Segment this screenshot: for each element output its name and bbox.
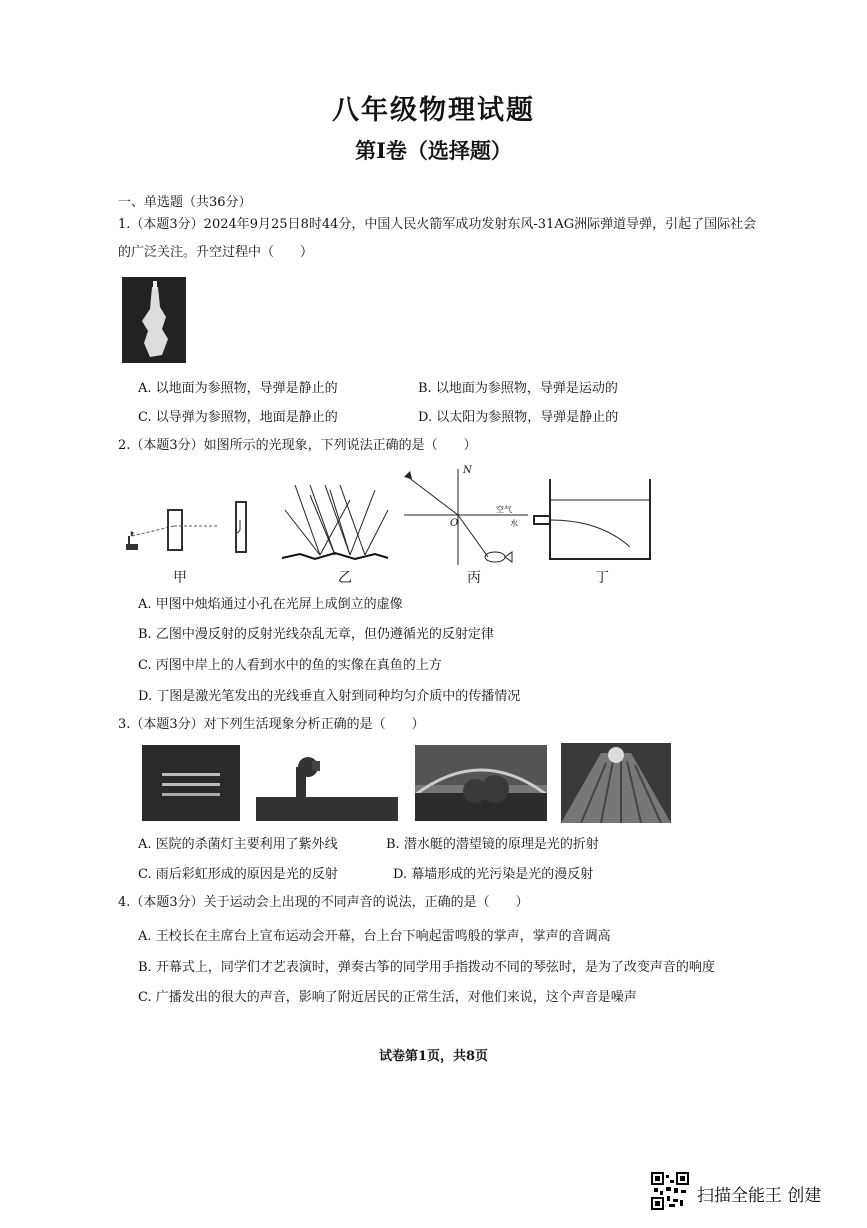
q2-option-a[interactable]: A. 甲图中烛焰通过小孔在光屏上成倒立的虚像 (138, 597, 403, 612)
origin-label: O (450, 518, 459, 529)
page-footer: 试卷第1页，共8页 (378, 1049, 489, 1064)
section-heading: 一、单选题（共36分） (118, 195, 252, 210)
q3-option-d[interactable]: D. 幕墙形成的光污染是光的漫反射 (393, 867, 594, 882)
q1-option-d[interactable]: D. 以太阳为参照物，导弹是静止的 (418, 410, 619, 425)
scanner-watermark: 扫描全能王 创建 (697, 1186, 822, 1206)
label-ding: 丁 (595, 570, 609, 586)
q4-stem: 4.（本题3分）关于运动会上出现的不同声音的说法，正确的是（ ） (118, 895, 529, 910)
q1-option-b[interactable]: B. 以地面为参照物，导弹是运动的 (418, 381, 618, 396)
q2-stem: 2.（本题3分）如图所示的光现象，下列说法正确的是（ ） (118, 438, 477, 453)
q3-option-c[interactable]: C. 雨后彩虹形成的原因是光的反射 (138, 867, 338, 882)
q4-option-b[interactable]: B. 开幕式上，同学们才艺表演时，弹奏古筝的同学用手指拨动不同的琴弦时，是为了改变声音的响度 (138, 960, 715, 975)
exam-title: 八年级物理试题 (332, 95, 535, 126)
missile-launch-photo (122, 277, 186, 363)
water-label: 水 (510, 519, 518, 528)
rainbow-photo (415, 745, 547, 821)
q4-option-a[interactable]: A. 王校长在主席台上宣布运动会开幕，台上台下响起雷鸣般的掌声，掌声的音调高 (138, 929, 611, 944)
glass-curtain-wall-photo (561, 743, 671, 823)
periscope-photo (256, 745, 398, 821)
label-yi: 乙 (338, 570, 352, 586)
label-jia: 甲 (173, 570, 187, 586)
q1-option-c[interactable]: C. 以导弹为参照物，地面是静止的 (138, 410, 338, 425)
q3-option-b[interactable]: B. 潜水艇的潜望镜的原理是光的折射 (386, 837, 599, 852)
normal-label: N (463, 465, 472, 476)
figure-jia-pinhole (118, 490, 268, 560)
figure-ding-laser-tank (530, 475, 655, 565)
q2-option-b[interactable]: B. 乙图中漫反射的反射光线杂乱无章，但仍遵循光的反射定律 (138, 627, 494, 642)
air-label: 空气 (496, 505, 512, 514)
uv-lamp-photo (142, 745, 240, 821)
q2-option-c[interactable]: C. 丙图中岸上的人看到水中的鱼的实像在真鱼的上方 (138, 658, 442, 673)
exam-subtitle: 第Ⅰ卷（选择题） (355, 138, 512, 163)
qr-code-icon (651, 1172, 689, 1210)
q3-stem: 3.（本题3分）对下列生活现象分析正确的是（ ） (118, 717, 425, 732)
q3-option-a[interactable]: A. 医院的杀菌灯主要利用了紫外线 (138, 837, 338, 852)
q2-option-d[interactable]: D. 丁图是激光笔发出的光线垂直入射到同种均匀介质中的传播情况 (138, 689, 521, 704)
q4-option-c[interactable]: C. 广播发出的很大的声音，影响了附近居民的正常生活，对他们来说，这个声音是噪声 (138, 990, 637, 1005)
q1-stem-line2: 的广泛关注。升空过程中（ ） (118, 245, 314, 260)
figure-yi-diffuse-reflection (280, 480, 390, 565)
label-bing: 丙 (467, 570, 481, 586)
q1-option-a[interactable]: A. 以地面为参照物，导弹是静止的 (138, 381, 338, 396)
q1-stem-line1: 1.（本题3分）2024年9月25日8时44分，中国人民火箭军成功发射东风-31AG洲际弹道导弹，引起了国际社会 (118, 217, 757, 232)
